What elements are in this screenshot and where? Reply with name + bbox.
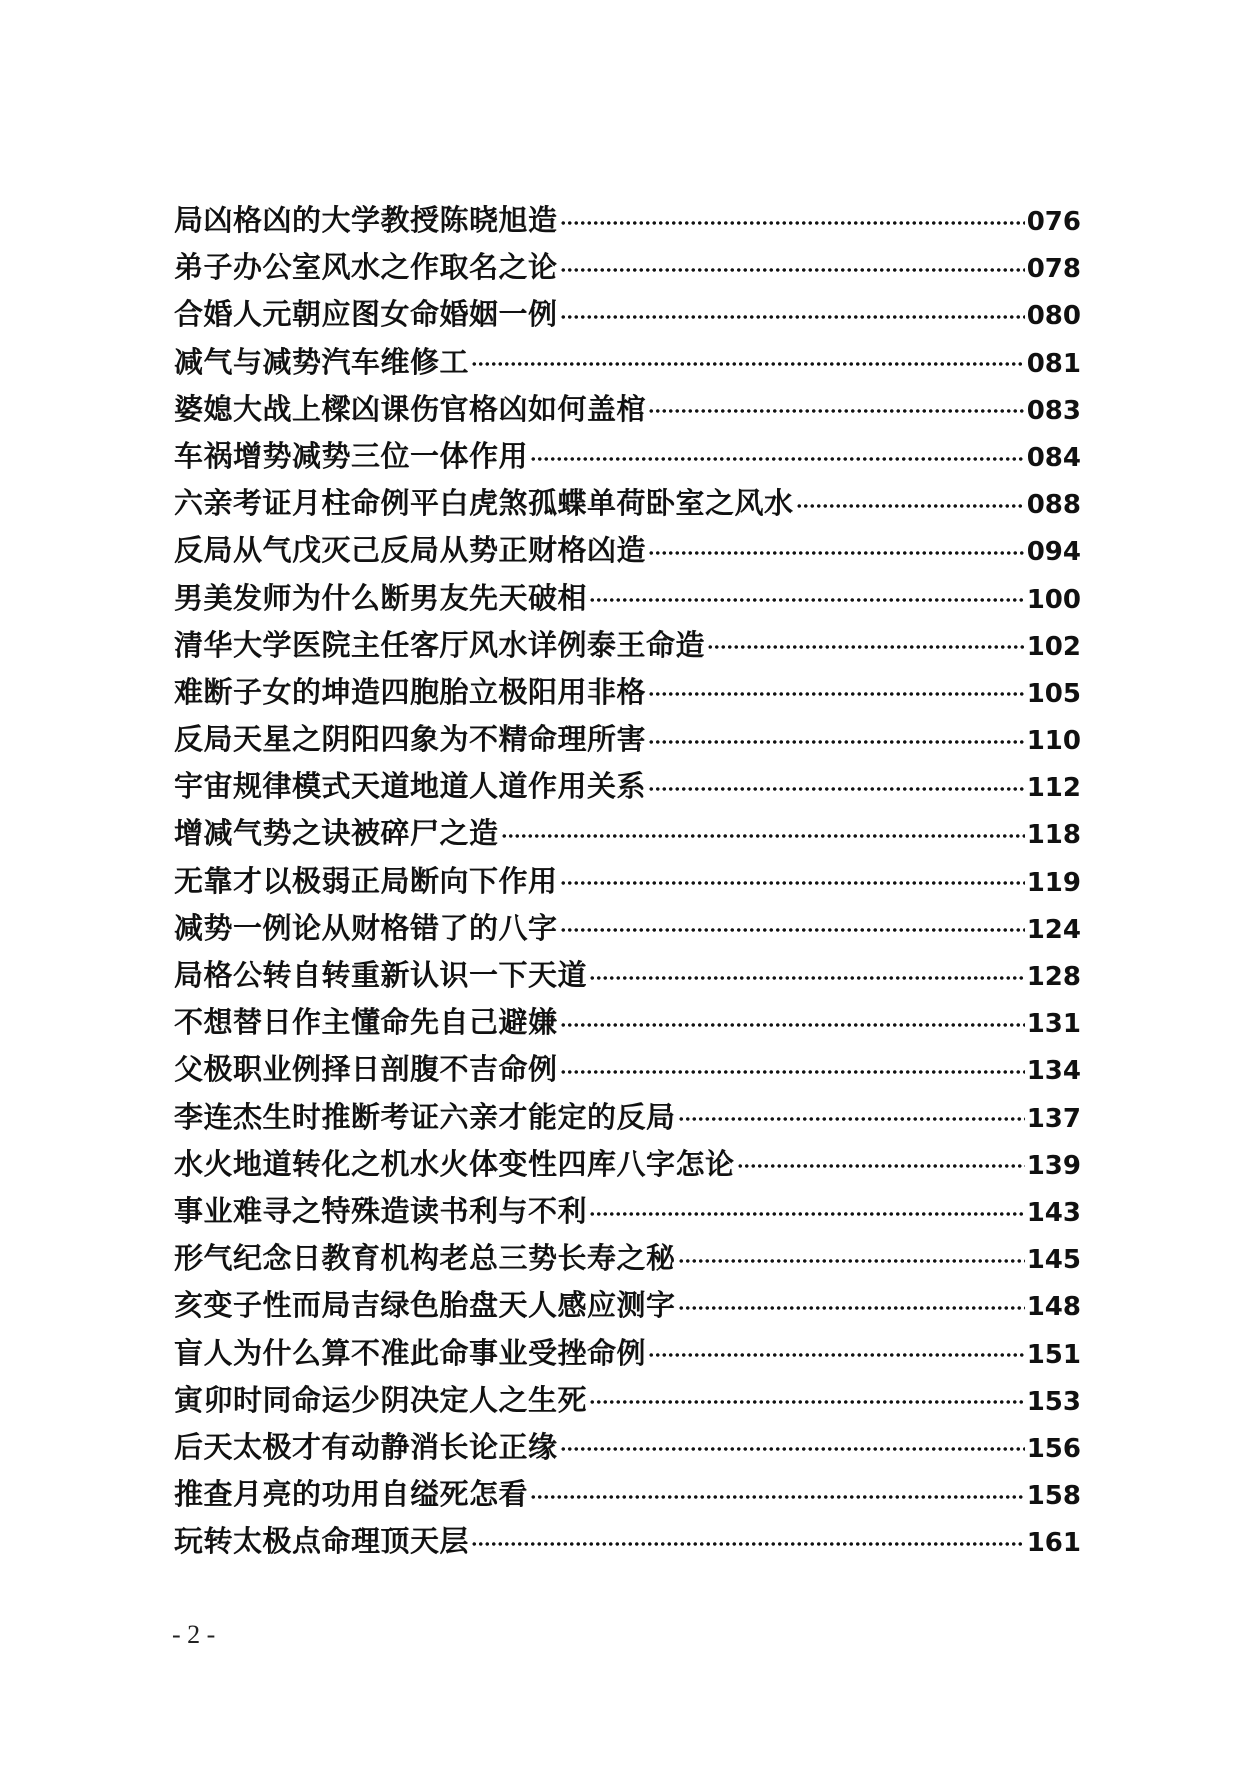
toc-entry[interactable] — [174, 527, 1081, 574]
toc-entry-page: 158 — [1026, 1481, 1081, 1512]
toc-entry-page: 080 — [1026, 301, 1081, 332]
toc-entry-title: 亥变子性而局吉绿色胎盘天人感应测字 — [174, 1288, 676, 1323]
toc-entry-page: 145 — [1026, 1245, 1081, 1276]
toc-entry-page: 105 — [1026, 678, 1081, 709]
toc-entry-title: 弟子办公室风水之作取名之论 — [174, 250, 558, 285]
toc-entry-title: 减势一例论从财格错了的八字 — [174, 910, 558, 945]
toc-entry-title: 局格公转自转重新认识一下天道 — [174, 958, 588, 992]
toc-entry[interactable] — [174, 480, 1081, 527]
toc-entry[interactable] — [174, 197, 1081, 244]
toc-entry-page: 100 — [1026, 584, 1081, 615]
toc-leader-dots — [678, 1256, 1025, 1266]
toc-entry[interactable] — [174, 433, 1081, 480]
toc-entry[interactable] — [174, 669, 1081, 716]
toc-entry-title: 推查月亮的功用自缢死怎看 — [174, 1477, 529, 1512]
toc-entry-page: 137 — [1026, 1103, 1081, 1134]
toc-entry[interactable] — [174, 1330, 1081, 1377]
toc-leader-dots — [648, 406, 1025, 416]
toc-entry[interactable] — [174, 905, 1081, 952]
toc-entry[interactable] — [174, 716, 1081, 763]
page-number: - 2 - — [172, 1620, 216, 1649]
toc-leader-dots — [648, 737, 1025, 747]
toc-entry-page: 110 — [1026, 726, 1081, 757]
toc-entry-title: 后天太极才有动静消长论正缘 — [174, 1429, 558, 1464]
toc-entry-title: 局凶格凶的大学教授陈晓旭造 — [174, 203, 558, 237]
toc-leader-dots — [796, 501, 1025, 511]
toc-leader-dots — [678, 1114, 1025, 1124]
toc-leader-dots — [648, 689, 1025, 699]
toc-entry-title: 六亲考证月柱命例平白虎煞孤蝶单荷卧室之风水 — [174, 486, 794, 521]
toc-entry-title: 盲人为什么算不准此命事业受挫命例 — [174, 1335, 647, 1370]
toc-leader-dots — [560, 265, 1025, 275]
toc-entry-page: 088 — [1026, 490, 1081, 521]
toc-entry[interactable] — [174, 1282, 1081, 1329]
toc-leader-dots — [560, 218, 1025, 228]
toc-leader-dots — [560, 1444, 1025, 1454]
toc-entry-title: 寅卯时同命运少阴决定人之生死 — [174, 1382, 588, 1417]
toc-entry-title: 水火地道转化之机水火体变性四库八字怎论 — [174, 1146, 735, 1181]
toc-leader-dots — [678, 1303, 1025, 1313]
toc-entry-title: 事业难寻之特殊造读书利与不利 — [174, 1193, 588, 1228]
toc-entry-title: 父极职业例择日剖腹不吉命例 — [174, 1052, 558, 1087]
toc-entry-title: 婆媳大战上樑凶课伤官格凶如何盖棺 — [174, 391, 647, 426]
table-of-contents — [174, 197, 1081, 1565]
toc-entry[interactable] — [174, 1471, 1081, 1518]
toc-entry-page: 083 — [1026, 395, 1081, 426]
toc-entry-page: 112 — [1026, 773, 1081, 804]
toc-leader-dots — [560, 1020, 1025, 1030]
toc-entry[interactable] — [174, 291, 1081, 338]
toc-entry-title: 难断子女的坤造四胞胎立极阳用非格 — [174, 674, 647, 709]
toc-entry-page: 124 — [1026, 914, 1081, 945]
toc-leader-dots — [560, 1067, 1025, 1077]
toc-entry-page: 134 — [1026, 1056, 1081, 1087]
toc-leader-dots — [560, 925, 1025, 935]
toc-entry[interactable] — [174, 244, 1081, 291]
toc-entry-page: 153 — [1026, 1386, 1081, 1417]
toc-entry[interactable] — [174, 622, 1081, 669]
toc-entry[interactable] — [174, 858, 1081, 905]
toc-entry-title: 反局从气戊灭己反局从势正财格凶造 — [174, 533, 647, 568]
toc-entry-page: 078 — [1026, 254, 1081, 285]
toc-entry-title: 不想替日作主懂命先自己避嫌 — [174, 1005, 558, 1040]
toc-entry-page: 094 — [1026, 537, 1081, 568]
toc-leader-dots — [530, 454, 1025, 464]
toc-entry[interactable] — [174, 1046, 1081, 1093]
toc-entry-page: 084 — [1026, 442, 1081, 473]
toc-entry-page: 081 — [1026, 348, 1081, 379]
toc-entry[interactable] — [174, 1235, 1081, 1282]
toc-entry-page: 148 — [1026, 1292, 1081, 1323]
toc-entry-page: 139 — [1026, 1150, 1081, 1181]
toc-entry-title: 玩转太极点命理顶天层 — [174, 1524, 470, 1559]
toc-entry-title: 李连杰生时推断考证六亲才能定的反局 — [174, 1099, 676, 1134]
toc-entry-title: 清华大学医院主任客厅风水详例泰王命造 — [174, 627, 706, 662]
toc-entry-title: 宇宙规律模式天道地道人道作用关系 — [174, 769, 647, 804]
toc-entry[interactable] — [174, 810, 1081, 857]
toc-entry-title: 减气与减势汽车维修工 — [174, 344, 470, 379]
toc-leader-dots — [648, 1350, 1025, 1360]
toc-entry-title: 无靠才以极弱正局断向下作用 — [174, 863, 558, 898]
toc-leader-dots — [560, 312, 1025, 322]
toc-leader-dots — [589, 1209, 1025, 1219]
toc-entry-title: 增减气势之诀被碎尸之造 — [174, 816, 499, 851]
toc-entry[interactable] — [174, 999, 1081, 1046]
toc-leader-dots — [530, 1492, 1025, 1502]
toc-entry-title: 男美发师为什么断男友先天破相 — [174, 580, 588, 615]
toc-entry-title: 形气纪念日教育机构老总三势长寿之秘 — [174, 1241, 676, 1276]
toc-entry-page: 151 — [1026, 1339, 1081, 1370]
toc-entry-page: 143 — [1026, 1197, 1081, 1228]
toc-leader-dots — [737, 1161, 1025, 1171]
toc-leader-dots — [589, 973, 1025, 983]
toc-entry[interactable] — [174, 952, 1081, 999]
toc-leader-dots — [589, 1397, 1025, 1407]
toc-leader-dots — [648, 784, 1025, 794]
toc-entry-page: 161 — [1026, 1528, 1081, 1559]
toc-entry[interactable] — [174, 1377, 1081, 1424]
toc-entry-page: 076 — [1026, 207, 1081, 237]
toc-leader-dots — [589, 595, 1025, 605]
toc-leader-dots — [648, 548, 1025, 558]
toc-entry-title: 合婚人元朝应图女命婚姻一例 — [174, 297, 558, 332]
toc-entry[interactable] — [174, 1141, 1081, 1188]
toc-entry[interactable] — [174, 339, 1081, 386]
toc-leader-dots — [501, 831, 1025, 841]
toc-entry[interactable] — [174, 575, 1081, 622]
toc-leader-dots — [471, 359, 1025, 369]
toc-entry[interactable] — [174, 1424, 1081, 1471]
toc-entry-page: 131 — [1026, 1009, 1081, 1040]
toc-entry[interactable] — [174, 763, 1081, 810]
toc-entry[interactable] — [174, 1188, 1081, 1235]
toc-leader-dots — [471, 1539, 1025, 1549]
toc-entry[interactable] — [174, 386, 1081, 433]
toc-entry[interactable] — [174, 1518, 1081, 1565]
toc-entry-page: 156 — [1026, 1433, 1081, 1464]
toc-leader-dots — [707, 642, 1025, 652]
toc-entry-page: 128 — [1026, 962, 1081, 992]
toc-entry-title: 反局天星之阴阳四象为不精命理所害 — [174, 722, 647, 757]
toc-entry-page: 102 — [1026, 631, 1081, 662]
toc-entry[interactable] — [174, 1094, 1081, 1141]
toc-entry-page: 119 — [1026, 867, 1081, 898]
toc-entry-page: 118 — [1026, 820, 1081, 851]
toc-leader-dots — [560, 878, 1025, 888]
toc-entry-title: 车祸增势减势三位一体作用 — [174, 438, 529, 473]
